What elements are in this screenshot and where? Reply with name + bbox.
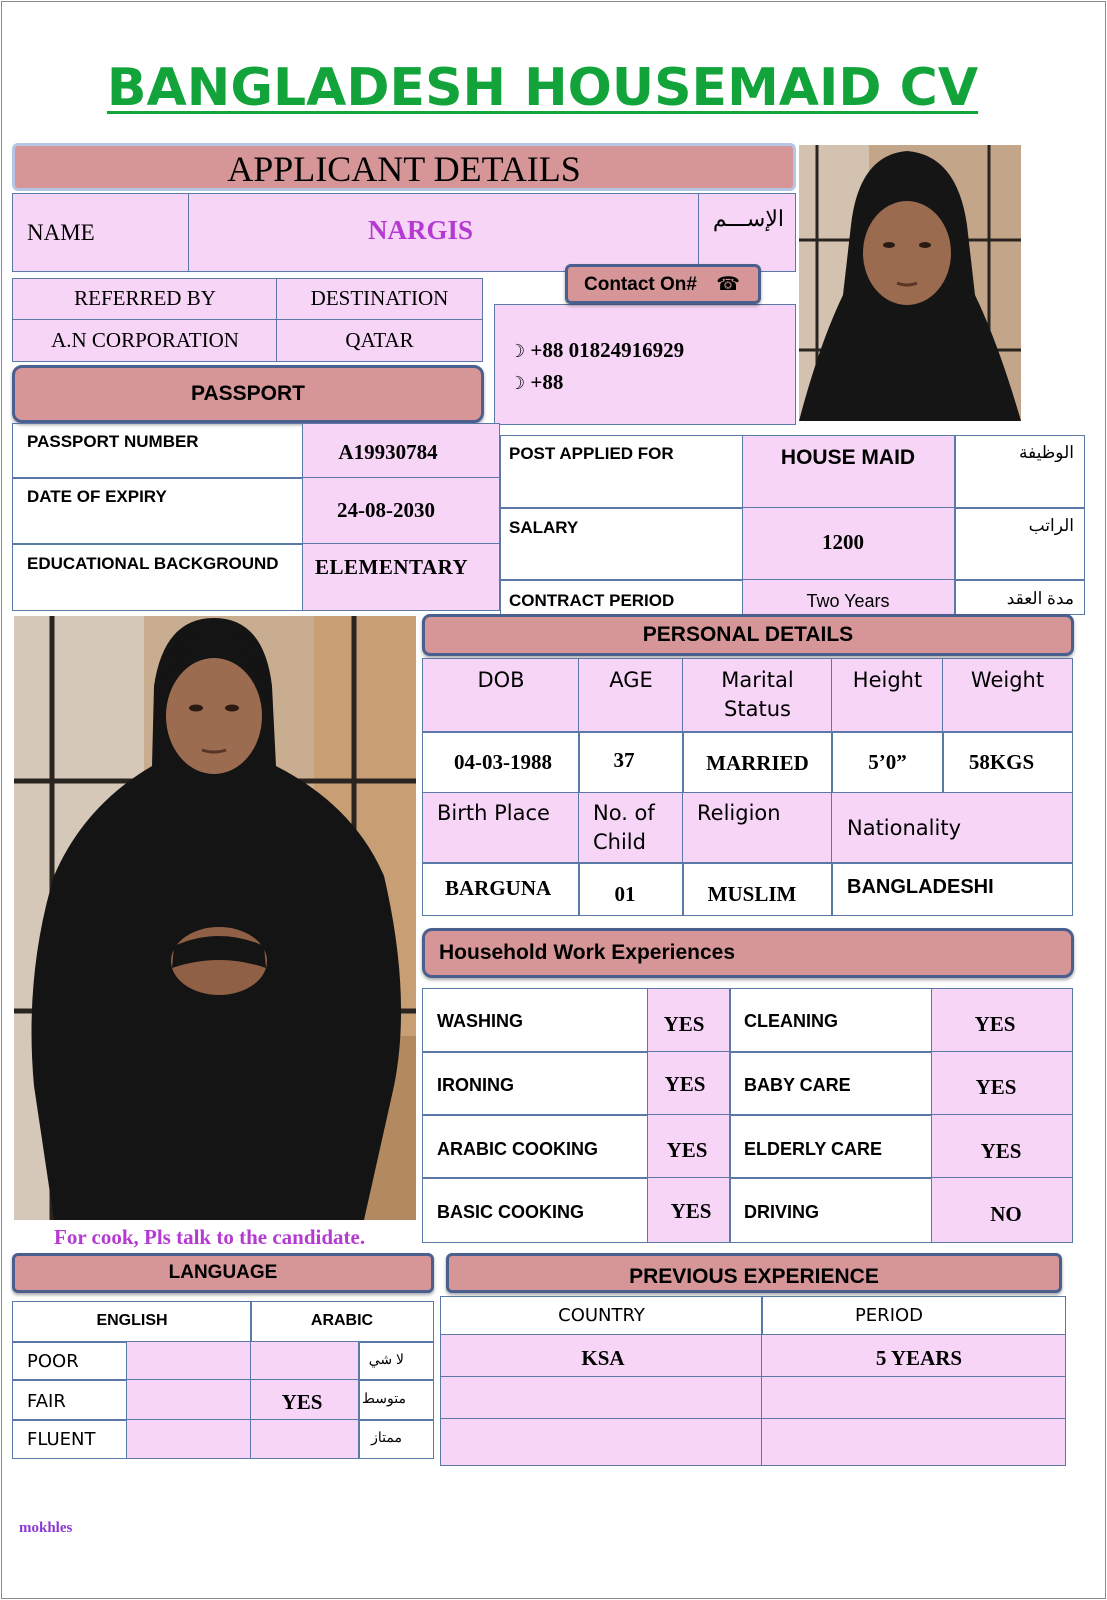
experience-label-a-2: IRONING bbox=[437, 1075, 515, 1095]
salary-value: 1200 bbox=[822, 530, 864, 554]
religion-label: Religion bbox=[697, 801, 781, 825]
experience-value-b-2: YES bbox=[975, 1075, 1017, 1099]
weight-label: Weight bbox=[970, 668, 1045, 692]
marital-label-line2: Status bbox=[724, 697, 791, 721]
previous-row-country-cell bbox=[440, 1376, 763, 1420]
page-title: BANGLADESH HOUSEMAID CV bbox=[106, 58, 979, 118]
phone-1-text: +88 01824916929 bbox=[530, 338, 685, 362]
language-level-ar-fluent: ممتاز bbox=[371, 1429, 402, 1445]
contact-phone-1 bbox=[509, 338, 684, 363]
full-body-image bbox=[14, 616, 416, 1220]
language-arabic-header: ARABIC bbox=[310, 1312, 374, 1329]
dob-label: DOB bbox=[477, 668, 525, 692]
experience-label-a-1: WASHING bbox=[437, 1011, 524, 1031]
post-label-ar: الوظيفة bbox=[1018, 443, 1074, 462]
experience-value-a-1: YES bbox=[663, 1012, 705, 1036]
portrait-image bbox=[799, 145, 1021, 421]
language-level-label-poor: POOR bbox=[27, 1351, 79, 1372]
children-label-line2: Child bbox=[593, 830, 646, 854]
expiry-value: 24-08-2030 bbox=[337, 498, 435, 522]
previous-row-1-country: KSA bbox=[581, 1346, 625, 1370]
passport-number-label: PASSPORT NUMBER bbox=[27, 432, 199, 451]
referred-by-label: REFERRED BY bbox=[74, 286, 216, 310]
experience-label-a-4: BASIC COOKING bbox=[437, 1202, 585, 1222]
language-level-ar-fair: متوسط bbox=[362, 1390, 406, 1406]
education-value: ELEMENTARY bbox=[315, 555, 469, 579]
destination-label: DESTINATION bbox=[310, 286, 449, 310]
name-label-ar: الإســـم bbox=[712, 206, 784, 231]
cook-note: For cook, Pls talk to the candidate. bbox=[54, 1225, 366, 1249]
language-english-fluent-cell bbox=[126, 1419, 252, 1459]
marital-label-line1: Marital bbox=[721, 668, 794, 692]
experience-label-b-2: BABY CARE bbox=[744, 1075, 851, 1095]
language-arabic-fluent-cell bbox=[250, 1419, 360, 1459]
salary-label-ar: الراتب bbox=[1028, 516, 1074, 535]
post-value: HOUSE MAID bbox=[780, 446, 916, 469]
experience-value-b-3: YES bbox=[980, 1139, 1022, 1163]
phone-2-text: +88 bbox=[530, 370, 564, 394]
applicant-photo-full-body bbox=[14, 616, 416, 1220]
language-english-poor-cell bbox=[126, 1341, 252, 1381]
mobile-icon: ☽ bbox=[509, 341, 526, 362]
previous-row-period-cell bbox=[761, 1418, 1066, 1466]
children-value: 01 bbox=[614, 882, 636, 906]
language-english-fair-cell bbox=[126, 1379, 252, 1421]
post-label: POST APPLIED FOR bbox=[509, 444, 674, 463]
personal-details-heading: PERSONAL DETAILS bbox=[642, 623, 854, 646]
experience-label-a-3: ARABIC COOKING bbox=[437, 1139, 598, 1159]
mobile-icon: ☽ bbox=[509, 373, 526, 394]
name-label: NAME bbox=[27, 220, 95, 245]
experience-value-b-4: NO bbox=[990, 1202, 1022, 1226]
experience-heading: Household Work Experiences bbox=[439, 941, 736, 964]
language-level-ar-poor: لا شي bbox=[368, 1351, 404, 1367]
birthplace-label: Birth Place bbox=[437, 801, 550, 825]
children-label-line1: No. of bbox=[593, 801, 655, 825]
previous-experience-heading: PREVIOUS EXPERIENCE bbox=[629, 1265, 879, 1288]
height-value: 5’0” bbox=[868, 750, 907, 774]
contact-box bbox=[494, 304, 796, 425]
referred-by-value: A.N CORPORATION bbox=[51, 328, 239, 352]
language-level-label-fluent: FLUENT bbox=[27, 1429, 96, 1450]
contact-heading-text: Contact On# bbox=[584, 274, 697, 295]
language-english-header: ENGLISH bbox=[96, 1312, 168, 1329]
height-label: Height bbox=[852, 668, 923, 692]
contract-value: Two Years bbox=[806, 591, 890, 611]
applicant-details-heading: APPLICANT DETAILS bbox=[227, 149, 581, 189]
experience-value-a-4: YES bbox=[670, 1199, 712, 1223]
contact-phone-2 bbox=[509, 370, 563, 395]
language-level-label-fair: FAIR bbox=[27, 1391, 66, 1412]
weight-value: 58KGS bbox=[968, 750, 1035, 774]
salary-label: SALARY bbox=[509, 518, 579, 537]
previous-row-country-cell bbox=[440, 1418, 763, 1466]
age-label: AGE bbox=[609, 668, 653, 692]
name-value: NARGIS bbox=[367, 215, 474, 245]
experience-value-a-3: YES bbox=[666, 1138, 708, 1162]
education-label: EDUCATIONAL BACKGROUND bbox=[27, 554, 279, 573]
contract-label: CONTRACT PERIOD bbox=[509, 591, 675, 610]
birthplace-value: BARGUNA bbox=[445, 876, 552, 900]
phone-icon: ☎ bbox=[716, 273, 740, 295]
experience-label-b-4: DRIVING bbox=[744, 1202, 820, 1222]
previous-period-header: PERIOD bbox=[854, 1305, 924, 1326]
experience-label-b-1: CLEANING bbox=[744, 1011, 838, 1031]
nationality-value: BANGLADESHI bbox=[847, 876, 994, 898]
previous-country-header: COUNTRY bbox=[558, 1305, 645, 1326]
age-value: 37 bbox=[613, 748, 635, 772]
contract-label-ar: مدة العقد bbox=[1006, 589, 1074, 608]
name-label-ar-cell bbox=[698, 193, 796, 272]
passport-number-value: A19930784 bbox=[338, 440, 438, 464]
contact-heading bbox=[584, 273, 740, 296]
experience-value-a-2: YES bbox=[664, 1072, 706, 1096]
language-arabic-poor-cell bbox=[250, 1341, 360, 1381]
footer-signature: mokhles bbox=[19, 1520, 73, 1536]
expiry-label: DATE OF EXPIRY bbox=[27, 487, 167, 506]
previous-row-1-period: 5 YEARS bbox=[875, 1346, 963, 1370]
passport-heading: PASSPORT bbox=[191, 382, 305, 405]
nationality-label: Nationality bbox=[847, 816, 962, 840]
marital-value: MARRIED bbox=[706, 751, 809, 775]
language-arabic-fair: YES bbox=[281, 1390, 323, 1414]
religion-value: MUSLIM bbox=[707, 882, 797, 906]
previous-row-period-cell bbox=[761, 1376, 1066, 1420]
experience-value-b-1: YES bbox=[974, 1012, 1016, 1036]
experience-label-b-3: ELDERLY CARE bbox=[744, 1139, 883, 1159]
language-heading: LANGUAGE bbox=[168, 1262, 278, 1283]
dob-value: 04-03-1988 bbox=[454, 750, 552, 774]
destination-value: QATAR bbox=[345, 328, 414, 352]
applicant-photo-portrait bbox=[799, 145, 1021, 421]
